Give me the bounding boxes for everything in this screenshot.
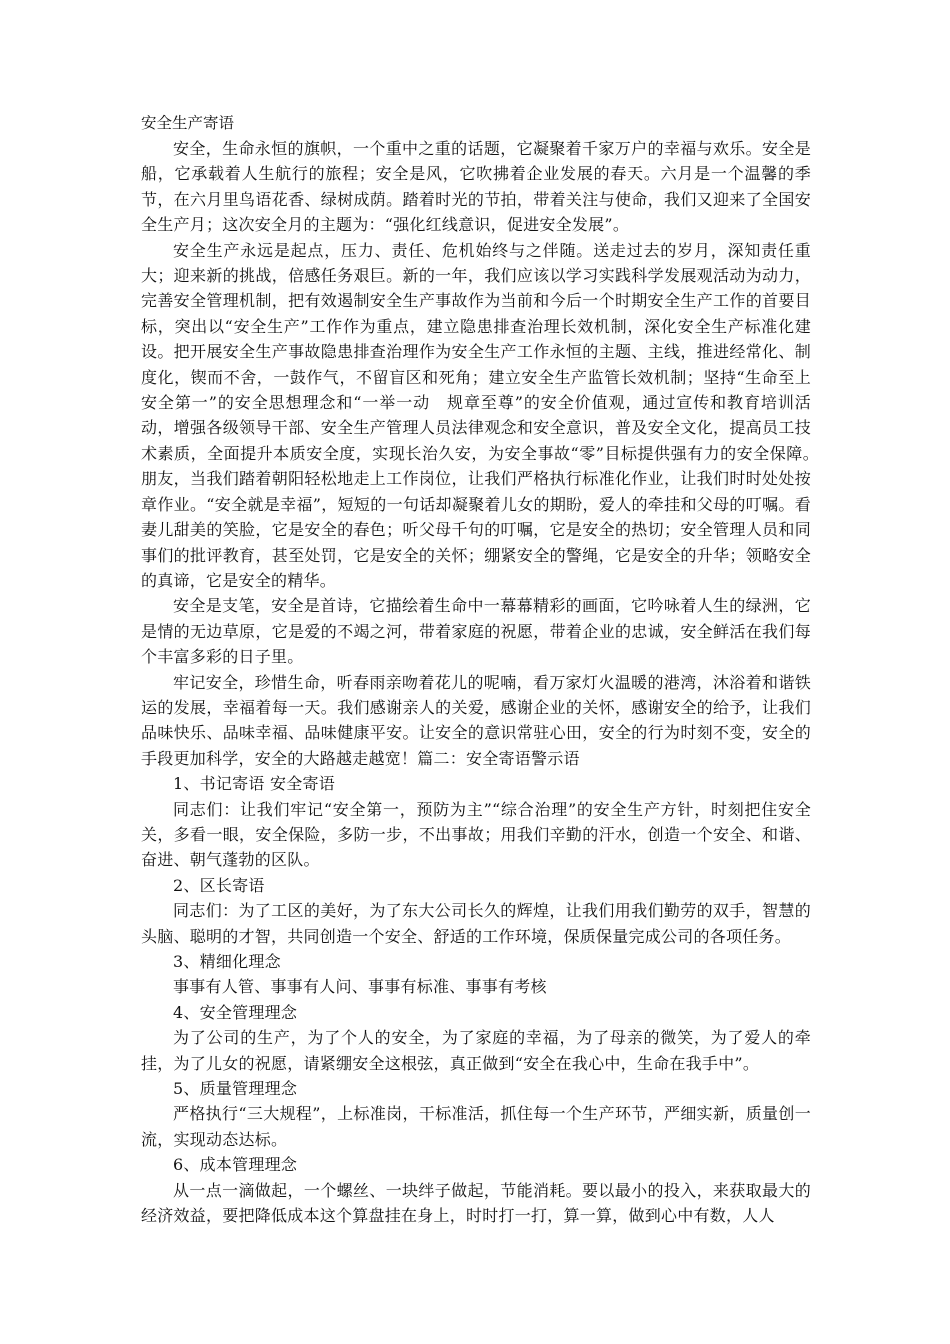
- paragraph: 为了公司的生产，为了个人的安全，为了家庭的幸福，为了母亲的微笑，为了爱人的牵挂，为了儿女的祝愿，请紧绷安全这根弦，真正做到“安全在我心中，生命在我手中”。: [141, 1028, 811, 1073]
- paragraph: 同志们：为了工区的美好，为了东大公司长久的辉煌，让我们用我们勤劳的双手，智慧的头脑、聪明的才智，共同创造一个安全、舒适的工作环境，保质保量完成公司的各项任务。: [141, 901, 811, 946]
- section-heading: 5、质量管理理念: [173, 1079, 298, 1099]
- section-heading: 2、区长寄语: [173, 875, 265, 895]
- paragraph: 同志们：让我们牢记“安全第一，预防为主”“综合治理”的安全生产方针，时刻把住安全关，多看一眼，安全保险，多防一步，不出事故；用我们辛勤的汗水，创造一个安全、和谐、奋进、朝气蓬勃的区队。: [141, 799, 811, 870]
- document-title: 安全生产寄语: [141, 114, 235, 132]
- paragraph: 从一点一滴做起，一个螺丝、一块绊子做起，节能消耗。要以最小的投入，来获取最大的经济效益，要把降低成本这个算盘挂在身上，时时打一打，算一算，做到心中有数，人人: [141, 1180, 811, 1226]
- paragraph: 事事有人管、事事有人问、事事有标准、事事有考核: [173, 977, 547, 997]
- section-heading: 1、书记寄语 安全寄语: [173, 774, 336, 794]
- paragraph: 安全是支笔，安全是首诗，它描绘着生命中一幕幕精彩的画面，它吟咏着人生的绿洲，它是情的无边草原，它是爱的不竭之河，带着家庭的祝愿，带着企业的忠诚，安全鲜活在我们每个丰富多彩的日子里。: [141, 596, 811, 667]
- paragraph: 安全，生命永恒的旗帜，一个重中之重的话题，它凝聚着千家万户的幸福与欢乐。安全是船，它承载着人生航行的旅程；安全是风，它吹拂着企业发展的春天。六月是一个温馨的季节，在六月里鸟语花香、绿树成荫。踏着时光的节拍，带着关注与使命，我们又迎来了全国安全生产月；这次安全月的主题为：“强化红线意识，促进安全发展”。: [141, 139, 811, 235]
- section-heading: 4、安全管理理念: [173, 1002, 298, 1022]
- paragraph: 安全生产永远是起点，压力、责任、危机始终与之伴随。送走过去的岁月，深知责任重大；迎来新的挑战，倍感任务艰巨。新的一年，我们应该以学习实践科学发展观活动为动力，完善安全管理机制，把有效遏制安全生产事故作为当前和今后一个时期安全生产工作的首要目标，突出以“安全生产”工作作为重点，建立隐患排查治理长效机制，深化安全生产标准化建设。把开展安全生产事故隐患排查治理作为安全生产工作永恒的主题、主线，推进经常化、制度化，锲而不舍，一鼓作气，不留盲区和死角；建立安全生产监管长效机制；坚持“生命至上 安全第一”的安全思想理念和“一举一动 规章至尊”的安全价值观，通过宣传和教育培训活动，增强各级领导干部、安全生产管理人员法律观念和安全意识，普及安全文化，提高员工技术素质，全面提升本质安全度，实现长治久安，为安全事故“零”目标提供强有力的安全保障。 朋友，当我们踏着朝阳轻松地走上工作岗位，让我们严格执行标准化作业，让我们时时处处按章作业。“安全就是幸福”，短短的一句话却凝聚着儿女的期盼，爱人的牵挂和父母的叮嘱。看妻儿甜美的笑脸，它是安全的春色；听父母千句的叮嘱，它是安全的热切；安全管理人员和同事们的批评教育，甚至处罚，它是安全的关怀；绷紧安全的警绳，它是安全的升华；领略安全的真谛，它是安全的精华。: [141, 240, 844, 590]
- document-page: [141, 110, 844, 1228]
- paragraph: 严格执行“三大规程”，上标准岗，干标准活，抓住每一个生产环节，严细实新，质量创一流，实现动态达标。: [141, 1104, 811, 1149]
- paragraph: 牢记安全，珍惜生命，听春雨亲吻着花儿的呢喃，看万家灯火温暖的港湾，沐浴着和谐铁运的发展，幸福着每一天。我们感谢亲人的关爱，感谢企业的关怀，感谢安全的给予，让我们品味快乐、品味幸福、品味健康平安。让安全的意识常驻心田，安全的行为时刻不变，安全的手段更加科学，安全的大路越走越宽！篇二：安全寄语警示语: [141, 672, 811, 768]
- section-heading: 3、精细化理念: [173, 952, 281, 971]
- section-heading: 6、成本管理理念: [173, 1155, 298, 1175]
